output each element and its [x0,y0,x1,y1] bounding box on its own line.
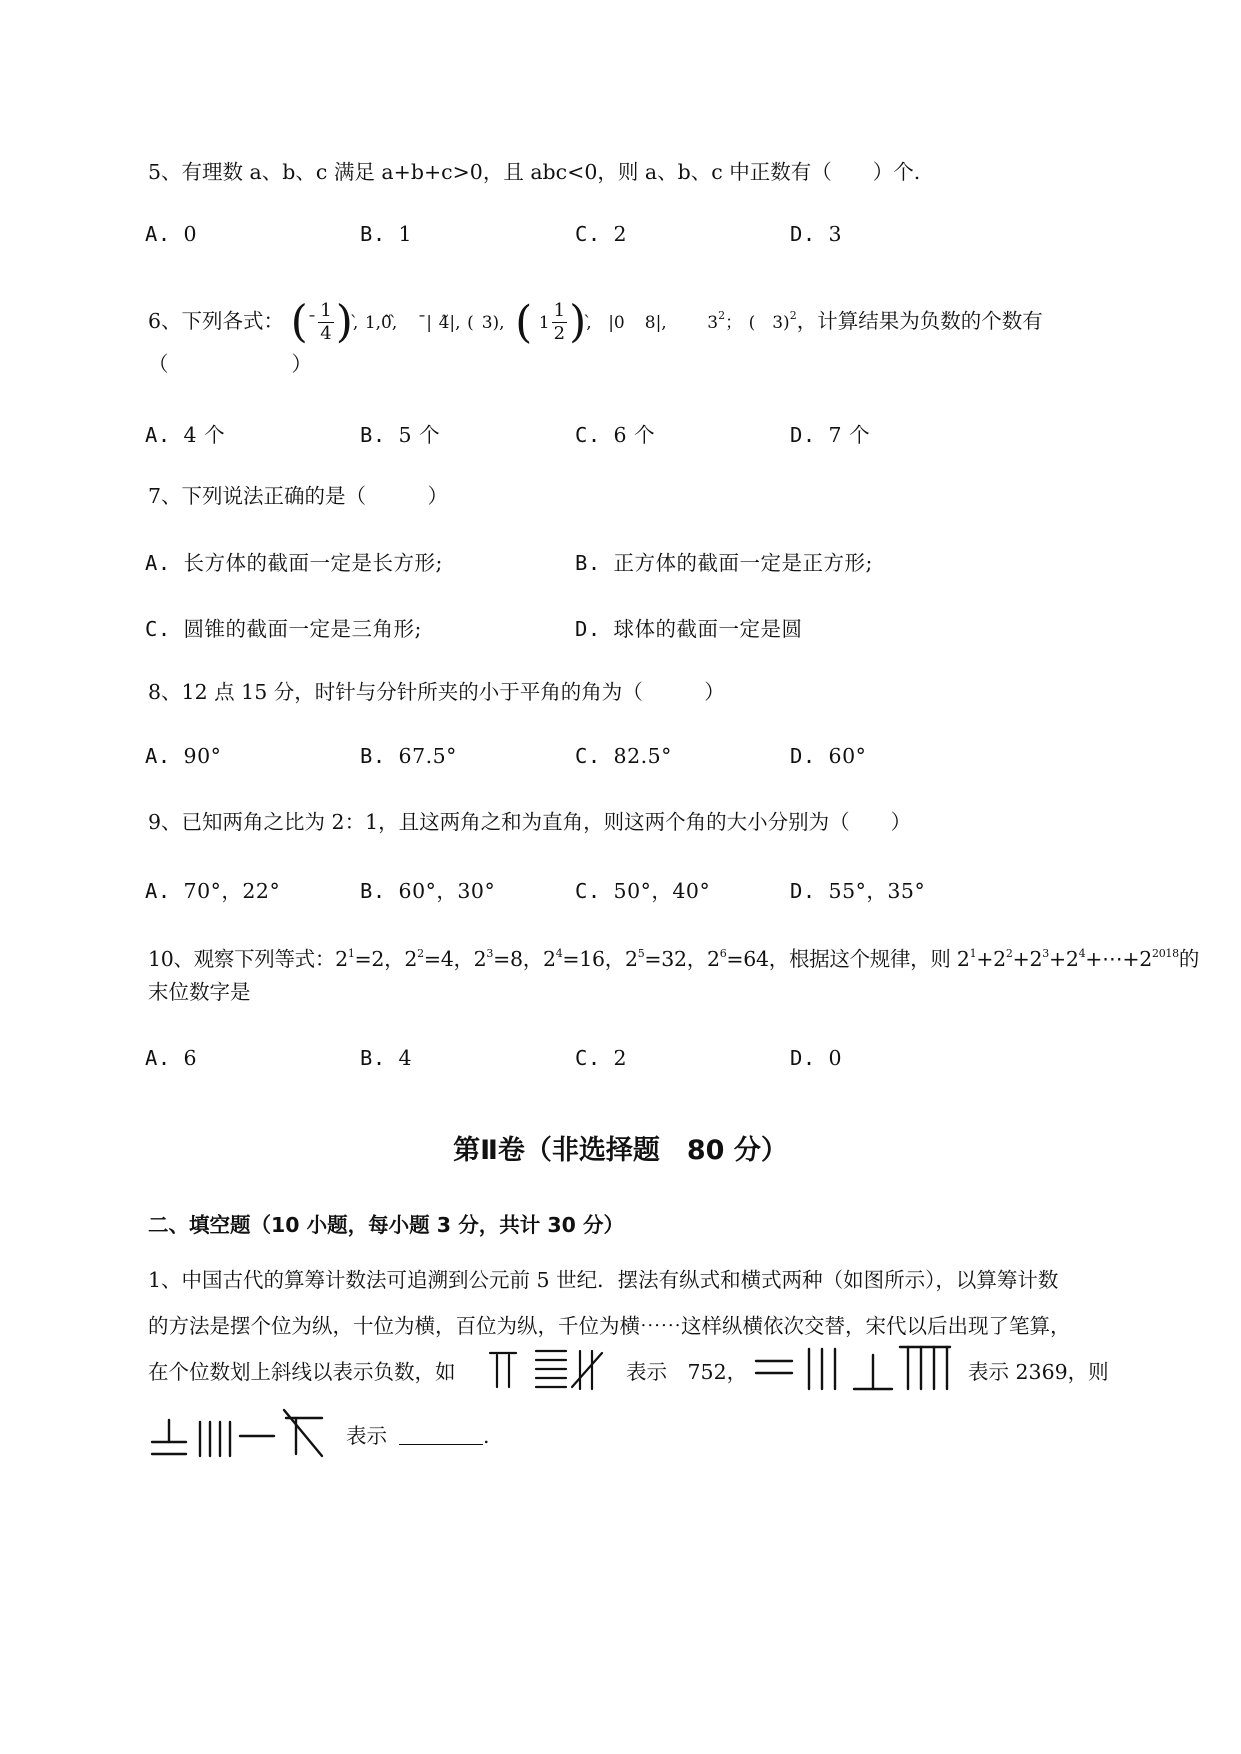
q6-option-c[interactable] [575,418,655,448]
option-label: C. [145,617,171,641]
option-text: 4 个 [183,423,226,447]
sum-base: 2 [1029,947,1043,971]
q8-option-d[interactable] [790,744,866,768]
option-label: D. [790,744,816,768]
q8-option-c[interactable] [575,744,672,768]
paren-close: ) [569,296,587,348]
eq-base: 2 [542,947,556,971]
option-text: 圆锥的截面一定是三角形; [183,617,422,641]
q5-option-b[interactable] [360,222,412,246]
option-text: 82.5° [613,744,672,768]
option-label: D. [575,617,601,641]
option-text: 7 个 [828,423,871,447]
separator: ̃,̀ [391,313,398,333]
eq-base: 2 [335,947,348,971]
option-label: C. [575,744,601,768]
q10-line2: 末位数字是 [148,980,251,1004]
option-label: B. [360,423,386,447]
q6-term-1: 1,0 [364,313,392,333]
option-text: 67.5° [398,744,457,768]
rod-numeral-question [150,1406,328,1462]
eq-exp: 5 [637,947,645,960]
fill1-line3c: 表示 2369，则 [968,1360,1109,1384]
q8-option-a[interactable] [145,744,221,768]
option-text: 1 [398,222,413,246]
q7-option-a[interactable] [145,546,443,576]
paren-open: ( [290,296,308,348]
option-label: B. [360,879,386,903]
q6-abs-b: 8 [644,313,656,333]
rod-numeral-2369 [754,1343,954,1395]
option-label: A. [145,222,171,246]
sum-rest: + [976,947,994,971]
option-text: 50°，40° [613,879,711,903]
option-text: 55°，35° [828,879,926,903]
q7-option-b[interactable] [575,546,873,576]
q6-option-d[interactable] [790,418,870,448]
q8-option-b[interactable] [360,744,457,768]
fill1-period: . [483,1424,490,1448]
q9-stem: 9、已知两角之比为 2：1，且这两角之和为直角，则这两个角的大小分别为（ ） [148,810,912,834]
option-text: 5 个 [398,423,441,447]
sum-base: 2 [1139,947,1153,971]
option-label: D. [790,1046,816,1070]
option-label: B. [360,744,386,768]
sum-rest: + [1012,947,1030,971]
option-text: 90° [183,744,222,768]
fill1-line3b: 表示 752， [626,1360,748,1384]
q10-lead: 10、观察下列等式： [148,947,336,971]
sum-exp: 4 [1078,947,1086,960]
sum-exp: 2 [1005,947,1013,960]
q10-option-b[interactable] [360,1046,412,1070]
option-text: 60° [828,744,867,768]
option-label: B. [360,1046,386,1070]
q10-mid: 根据这个规律，则 [788,947,957,971]
q10-eq [625,947,707,971]
rod [572,1353,602,1387]
q6-power-2-base: ( 3) [748,313,790,333]
q6-answer-paren: （ ） [148,352,312,376]
eq-rest: =32， [644,947,707,971]
eq-base: 2 [624,947,638,971]
option-text: 2 [613,1046,628,1070]
option-text: 6 [183,1046,198,1070]
option-label: A. [145,423,171,447]
option-label: D. [790,222,816,246]
sum-base: 2 [993,947,1006,971]
option-text: 0 [828,1046,843,1070]
q9-option-a[interactable] [145,874,280,904]
eq-exp: 2 [417,947,424,960]
paren-open: ( [467,313,474,333]
option-text: 4 [398,1046,413,1070]
separator: , [499,313,505,333]
separator: ̃|, [449,313,461,333]
q6-power-1-base: 3 [707,313,719,333]
q5-option-d[interactable] [790,222,842,246]
numerator: 1 [320,300,332,321]
abs-bar: |, [655,313,667,333]
abs-bar: | [608,313,614,333]
q8-stem: 8、12 点 15 分，时针与分针所夹的小于平角的角为（ ） [148,680,725,704]
q5-option-c[interactable] [575,222,627,246]
q5-stem: 5、有理数 a、b、c 满足 a+b+c>0，且 abc<0，则 a、b、c 中正数有（ ）个. [148,160,921,184]
fill1-line1: 1、中国古代的算筹计数法可追溯到公元前 5 世纪．摆法有纵式和横式两种（如图所示），以算筹计数 [148,1268,1059,1292]
option-text: 球体的截面一定是圆 [613,617,803,641]
option-label: C. [575,879,601,903]
eq-exp: 4 [555,947,563,960]
option-label: D. [790,879,816,903]
sum-rest: +⋯+ [1085,947,1140,971]
paren-open: ( [515,296,533,348]
q6-prefix: 6、下列各式： [148,309,285,333]
q6-term-3: 3) [481,313,500,333]
sum-base: 2 [1065,947,1079,971]
q7-stem: 7、下列说法正确的是（ ） [148,484,449,508]
part-heading: 二、填空题（10 小题，每小题 3 分，共计 30 分） [148,1213,625,1237]
separator: ,̀ [352,313,359,333]
fill1-line2: 的方法是摆个位为纵，十位为横，百位为纵，千位为横⋯⋯这样纵横依次交替，宋代以后出现了笔算， [148,1314,1071,1338]
eq-exp: 6 [719,947,727,960]
option-label: C. [575,222,601,246]
q9-option-d[interactable] [790,874,925,904]
option-label: D. [790,423,816,447]
q6-power-1-exp: 2 [718,309,726,322]
q10-option-d[interactable] [790,1046,842,1070]
answer-blank[interactable] [399,1426,483,1445]
q10-stem [148,940,1199,973]
rod-numeral-752 [488,1347,606,1393]
option-label: C. [575,423,601,447]
sum-base: 2 [956,947,970,971]
section-title: 第Ⅱ卷（非选择题 80 分） [453,1135,788,1166]
denominator: 2 [553,323,566,344]
q10-option-c[interactable] [575,1046,627,1070]
denominator: 4 [320,323,332,344]
q10-eq [543,947,625,971]
q6-stem [148,290,1043,348]
option-text: 0 [183,222,198,246]
option-label: A. [145,879,171,903]
eq-rest: =2， [354,947,405,971]
separator: ； [725,313,743,333]
fill1-line4 [346,1422,490,1450]
option-text: 70°，22° [183,879,281,903]
option-label: A. [145,551,171,575]
q6-mixed-whole: 1 [538,313,550,333]
q5-option-a[interactable] [145,222,197,246]
eq-exp: 1 [347,947,355,960]
option-text: 60°，30° [398,879,496,903]
paren-close: ) [335,296,353,348]
eq-base: 2 [706,947,720,971]
fill1-line4-text: 表示 [346,1424,387,1448]
option-label: B. [360,222,386,246]
q6-power-2-exp: 2 [789,309,797,322]
option-text: 6 个 [613,423,656,447]
option-text: 正方体的截面一定是正方形; [613,551,873,575]
separator: ,̀ [586,313,592,333]
eq-rest: =64， [726,947,789,971]
eq-rest: =16， [562,947,625,971]
sum-rest: + [1048,947,1066,971]
q6-abs-a: 0 [613,313,625,333]
option-label: C. [575,1046,601,1070]
sum-exp: 1 [969,947,977,960]
q10-option-a[interactable] [145,1046,197,1070]
q10-eq [474,947,543,971]
minus-mark: ˉ [307,313,317,333]
numerator: 1 [553,300,566,321]
q6-fraction-1 [318,300,333,345]
q7-option-c[interactable] [145,612,422,642]
q10-eq [404,947,473,971]
option-text: 2 [613,222,628,246]
option-label: A. [145,1046,171,1070]
q6-option-b[interactable] [360,418,440,448]
q6-suffix: ，计算结果为负数的个数有 [796,309,1043,333]
q6-fraction-2 [552,300,567,345]
option-label: A. [145,744,171,768]
eq-rest: =4， [423,947,474,971]
fill1-line3a: 在个位数划上斜线以表示负数，如 [148,1360,456,1384]
eq-base: 2 [473,947,487,971]
q10-eq [707,947,789,971]
option-text: 3 [828,222,843,246]
option-label: B. [575,551,601,575]
sum-exp: 2018 [1152,947,1179,960]
q9-option-b[interactable] [360,874,495,904]
q10-end: 的 [1178,947,1200,971]
sum-exp: 3 [1042,947,1049,960]
eq-exp: 3 [486,947,494,960]
q7-option-d[interactable] [575,612,803,642]
eq-base: 2 [404,947,418,971]
q9-option-c[interactable] [575,874,710,904]
option-text: 长方体的截面一定是长方形; [183,551,443,575]
q6-term-2: 4 [438,313,450,333]
q6-option-a[interactable] [145,418,225,448]
q10-eq [335,947,404,971]
q10-sum [957,947,1179,971]
eq-rest: =8， [493,947,543,971]
abs-bar: ˉ| [417,313,433,333]
